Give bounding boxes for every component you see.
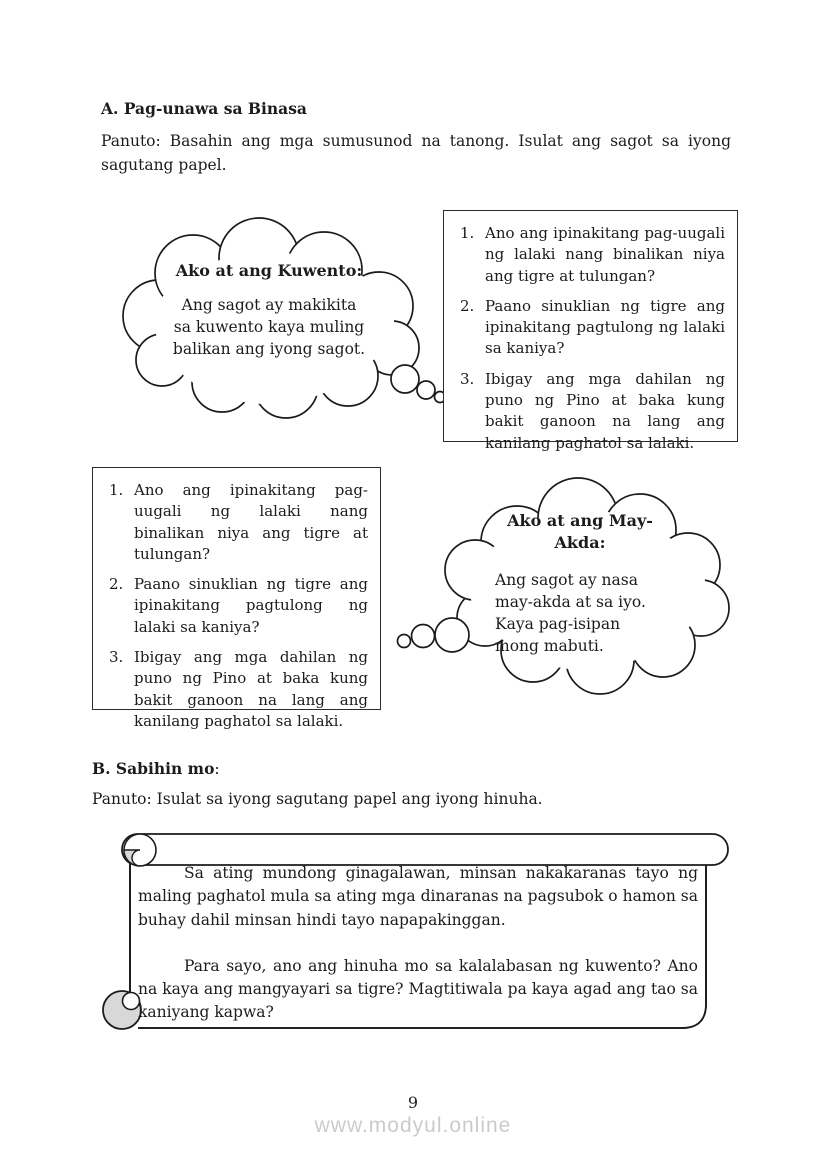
thought-trail-bubbles — [391, 365, 446, 403]
thought-trail-bubbles — [398, 618, 470, 652]
thought-cloud-kuwento — [96, 218, 441, 428]
section-b-heading-colon: : — [214, 760, 220, 778]
question-list — [452, 223, 725, 454]
scroll-bottom-curl — [103, 991, 141, 1029]
question-box-left — [92, 467, 381, 730]
cloud-kuwento-title: Ako at ang Kuwento: — [175, 261, 363, 280]
section-b-heading — [92, 759, 220, 778]
section-a-heading: A. Pag-unawa sa Binasa — [101, 99, 307, 118]
scroll-text-block — [138, 862, 698, 1025]
question-item: Ibigay ang mga dahilan ng puno ng Pino at baka kung bakit ganoon na lang ang kanilang paghatol sa lalaki. — [134, 648, 368, 730]
scroll-paragraph-1: Sa ating mundong ginagalawan, minsan nakakaranas tayo ng maling paghatol mula sa ating mga dinaranas na pagsubok o hamon sa buhay dahil minsan hindi tayo napapakinggan. — [138, 864, 698, 929]
question-item: Ibigay ang mga dahilan ng puno ng Pino at baka kung bakit ganoon na lang ang kanilang paghatol sa lalaki. — [485, 369, 725, 452]
section-a-instructions: Panuto: Basahin ang mga sumusunod na tanong. Isulat ang sagot sa iyong sagutang papel. — [101, 132, 731, 175]
cloud-may-akda-body: Ang sagot ay nasa may-akda at sa iyo. Kaya pag-isipan mong mabuti. — [495, 571, 646, 656]
thought-cloud-may-akda — [395, 470, 735, 710]
page-number: 9 — [407, 1093, 419, 1112]
question-item: Ano ang ipinakitang pag-uugali ng lalaki nang binalikan niya ang tigre at tulungan? — [134, 481, 368, 563]
question-box-right — [443, 210, 738, 452]
section-b-instructions: Panuto: Isulat sa iyong sagutang papel ang iyong hinuha. — [92, 790, 543, 808]
site-watermark: www.modyul.online — [314, 1114, 512, 1137]
question-item: Paano sinuklian ng tigre ang ipinakitang pagtulong ng lalaki sa kaniya? — [485, 296, 725, 358]
cloud-may-akda-title: Ako at ang May-Akda: — [507, 511, 653, 552]
scroll-banner — [88, 822, 740, 1040]
question-item: Ano ang ipinakitang pag-uugali ng lalaki nang binalikan niya ang tigre at tulungan? — [485, 224, 725, 285]
section-b-heading-text: B. Sabihin mo — [92, 759, 215, 778]
question-item: Paano sinuklian ng tigre ang ipinakitang pagtulong ng lalaki sa kaniya? — [134, 575, 368, 636]
question-list — [101, 480, 368, 732]
scroll-paragraph-2: Para sayo, ano ang hinuha mo sa kalalabasan ng kuwento? Ano na kaya ang mangyayari sa tigre? Magtitiwala pa kaya agad ang tao sa kaniyang kapwa? — [138, 956, 698, 1022]
cloud-kuwento-body: Ang sagot ay makikita sa kuwento kaya muling balikan ang iyong sagot. — [172, 295, 366, 358]
